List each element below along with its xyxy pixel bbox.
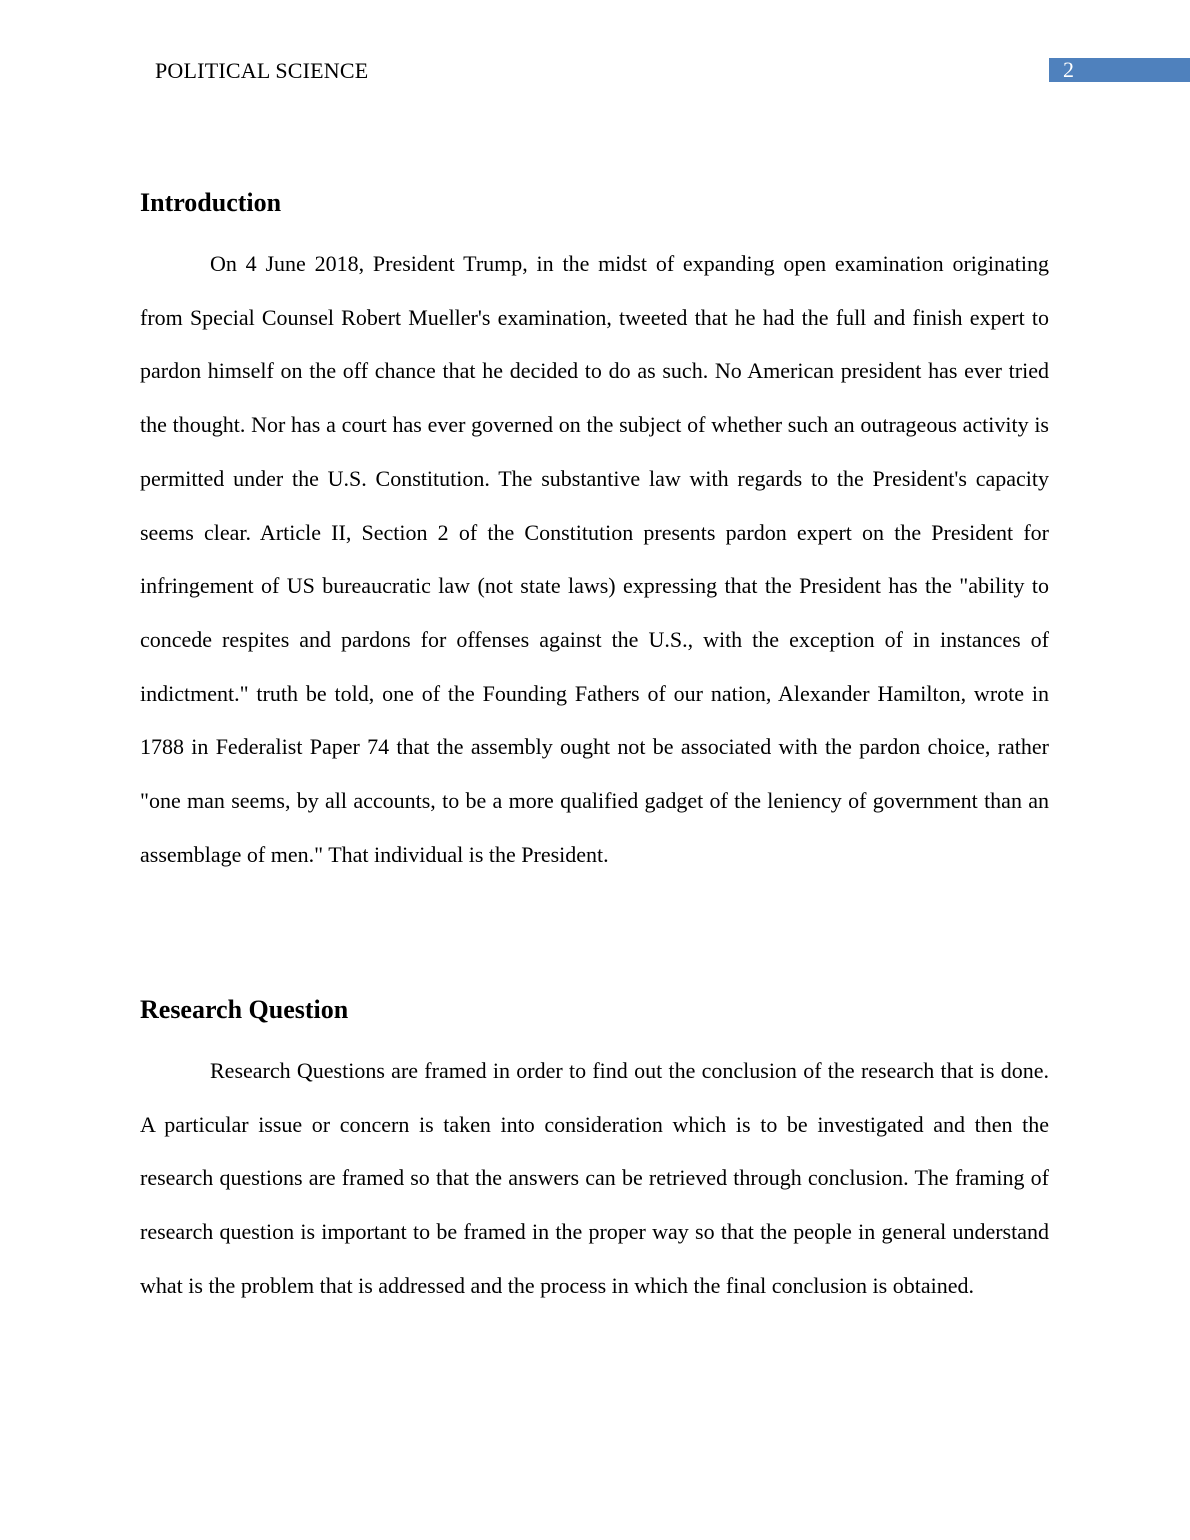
introduction-heading: Introduction	[140, 188, 282, 217]
page-number: 2	[1063, 57, 1074, 82]
running-head: POLITICAL SCIENCE	[155, 58, 369, 83]
introduction-paragraph: On 4 June 2018, President Trump, in the midst of expanding open examination originating from Special Counsel Robert Mueller's examination, tweeted that he had the full and finish expert to pardon himself on the off chance that he decided to do as such. No American president has ever tried the thought. Nor has a court has ever governed on the subject of whether such an outrageous activity is permitted under the U.S. Constitution. The substantive law with regards to the President's capacity seems clear. Article II, Section 2 of the Constitution presents pardon expert on the President for infringement of US bureaucratic law (not state laws) expressing that the President has the "ability to concede respites and pardons for offenses against the U.S., with the exception of in instances of indictment." truth be told, one of the Founding Fathers of our nation, Alexander Hamilton, wrote in 1788 in Federalist Paper 74 that the assembly ought not be associated with the pardon choice, rather "one man seems, by all accounts, to be a more qualified gadget of the leniency of government than an assemblage of men." That individual is the President.	[140, 251, 1049, 867]
research-question-paragraph: Research Questions are framed in order to find out the conclusion of the research that is done. A particular issue or concern is taken into consideration which is to be investigated and then the research questions are framed so that the answers can be retrieved through conclusion. The framing of research question is important to be framed in the proper way so that the people in general understand what is the problem that is addressed and the process in which the final conclusion is obtained.	[140, 1058, 1049, 1298]
page-number-box	[1049, 58, 1190, 82]
research-question-heading: Research Question	[140, 995, 349, 1024]
